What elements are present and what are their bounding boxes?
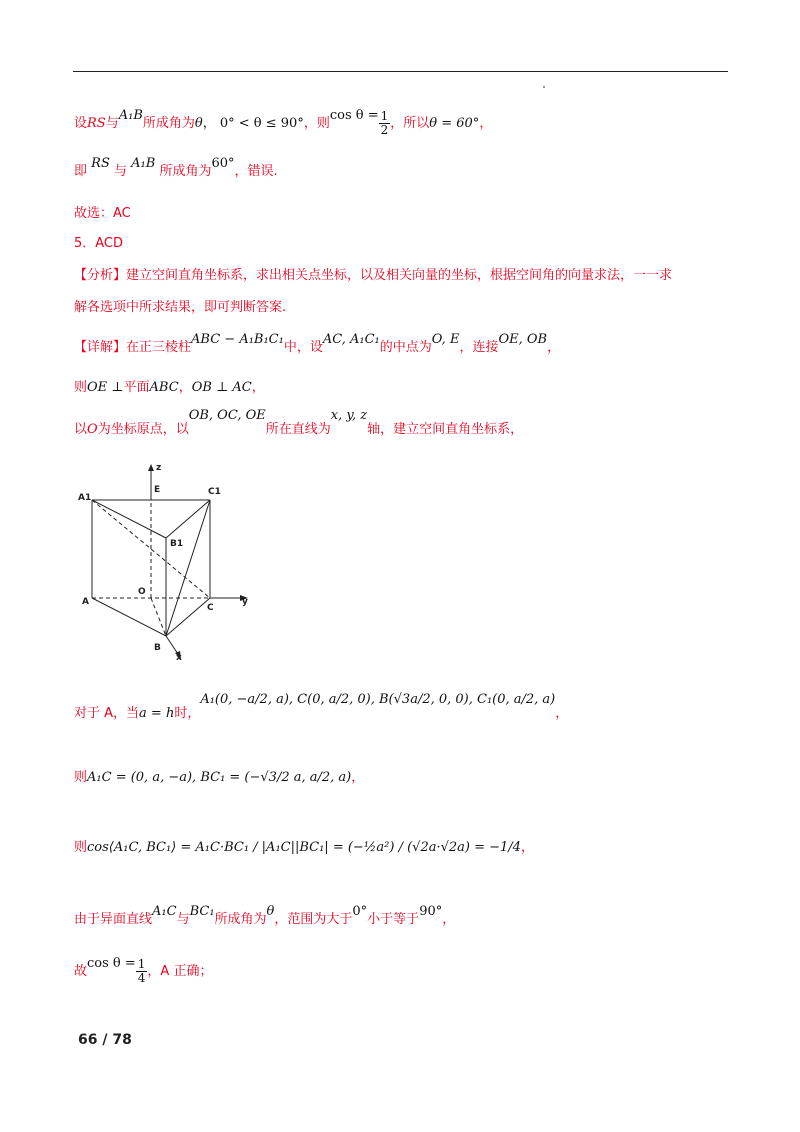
label-c1: C1: [208, 487, 221, 497]
text: 所成角为: [214, 912, 267, 927]
text: 轴，建立空间直角坐标系，: [367, 422, 524, 437]
text-line-5: [74, 264, 672, 283]
math-lines: OB, OC, OE: [188, 408, 266, 423]
text: ，则: [303, 116, 330, 131]
math-theta: θ: [266, 904, 275, 919]
text: 与: [176, 912, 190, 927]
math-a1b: A₁B: [118, 108, 143, 123]
text-line-4: 5．ACD: [74, 236, 124, 251]
math-cos: cos θ =: [87, 956, 136, 971]
fraction-one-half: [379, 110, 391, 137]
text: ，: [251, 380, 265, 395]
text: ，: [442, 912, 456, 927]
text: 由于异面直线: [74, 912, 153, 927]
text: 与: [105, 116, 119, 131]
math-coordinates: A₁(0, −a/2, a), C(0, a/2, 0), B(√3a/2, 0, 0), C₁(0, a/2, a): [200, 692, 556, 707]
bracket-label: 【分析】: [74, 268, 127, 283]
header-rule: [73, 71, 728, 72]
text: 所在直线为: [265, 422, 331, 437]
text: 对于 A，当: [74, 706, 140, 721]
label-y: y: [242, 597, 248, 607]
label-b: B: [154, 643, 161, 653]
text: 设: [74, 116, 88, 131]
text-line-1: 设RS与A₁B所成角为θ， 0° < θ ≤ 90°，则cos θ = $\frac{1}{2}$ ，所以θ = 60°，: [74, 108, 493, 137]
numerator: 1: [137, 957, 146, 971]
text: ，: [520, 840, 534, 855]
text: 时，: [174, 706, 201, 721]
math-v1: A₁C: [152, 904, 177, 919]
math: ABC: [149, 380, 179, 395]
text: 与: [114, 164, 128, 179]
label-e: E: [154, 485, 161, 495]
math-edges: AC, A₁C₁: [322, 332, 380, 347]
math-condition: a = h: [139, 706, 175, 721]
text-line-11: [74, 766, 364, 785]
label-a: A: [82, 597, 89, 607]
math-ninety: 90°: [419, 904, 443, 919]
fraction-one-quarter: [136, 958, 148, 985]
text: ，连接: [459, 340, 499, 355]
text-line-8: [74, 376, 265, 395]
math-rs: RS: [91, 156, 110, 171]
text: 则: [74, 840, 88, 855]
label-x: x: [176, 653, 182, 663]
text: 中，设: [283, 340, 323, 355]
text: 则: [74, 770, 88, 785]
math-cos: cos θ =: [329, 108, 379, 123]
text: 故: [74, 964, 88, 979]
math-prism: ABC − A₁B₁C₁: [191, 332, 284, 347]
math: OB ⊥ AC: [191, 380, 252, 395]
text: 所成角为: [159, 164, 212, 179]
text: 平面: [123, 380, 150, 395]
math-cosine-expression: cos⟨A₁C, BC₁⟩ = A₁C·BC₁ / |A₁C||BC₁| = (−½a²) / (√2a·√2a) = −1/4: [87, 840, 521, 855]
math-rs: RS: [87, 116, 106, 131]
math-result: θ = 60°: [429, 116, 480, 131]
text-line-12: [74, 836, 534, 855]
numerator: 1: [380, 109, 389, 123]
denominator: 4: [137, 971, 146, 985]
math-axes: x, y, z: [330, 408, 368, 423]
math-range: 0° < θ ≤ 90°: [219, 116, 304, 131]
label-c: C: [207, 603, 214, 613]
math-points: O, E: [431, 332, 460, 347]
text: 在正三棱柱: [126, 340, 192, 355]
label-z: z: [156, 463, 162, 473]
text-line-14: [74, 958, 212, 985]
text: ，: [479, 116, 493, 131]
text: ，: [547, 340, 561, 355]
text-line-10: [74, 692, 569, 721]
text: ，范围为大于: [274, 912, 353, 927]
text: ，: [178, 380, 192, 395]
text-line-6: 解各选项中所求结果，即可判断答案.: [74, 300, 287, 315]
label-a1: A1: [78, 493, 92, 503]
text-line-9: [74, 408, 524, 437]
math-segments: OE, OB: [498, 332, 548, 347]
text: 建立空间直角坐标系，求出相关点坐标，以及相关向量的坐标，根据空间角的向量求法，一一求: [126, 268, 673, 283]
prism-diagram: [74, 458, 264, 668]
bracket-label: 【详解】: [74, 340, 127, 355]
text: ，: [555, 706, 569, 721]
text: 即: [74, 164, 88, 179]
math: OE ⊥: [87, 380, 124, 395]
text-line-7: [74, 332, 561, 355]
math-zero: 0°: [352, 904, 368, 919]
math-v2: BC₁: [189, 904, 215, 919]
text: ，: [351, 770, 365, 785]
text: 以: [74, 422, 88, 437]
text: ，错误.: [234, 164, 278, 179]
denominator: 2: [380, 123, 389, 137]
text: ，所以: [390, 116, 430, 131]
math-vectors: A₁C = (0, a, −a), BC₁ = (−√3/2 a, a/2, a): [87, 770, 352, 785]
label-o: O: [138, 587, 146, 597]
math-theta: θ: [194, 116, 203, 131]
math-a1b: A₁B: [131, 156, 156, 171]
text-line-3: 故选：AC: [74, 206, 131, 221]
text: 的中点为: [379, 340, 432, 355]
text-line-13: [74, 904, 456, 927]
text: 所成角为: [142, 116, 195, 131]
page-indicator: 66 / 78: [78, 1032, 132, 1048]
text-line-2: [74, 156, 278, 179]
math-deg: 60°: [211, 156, 235, 171]
prism-figure: [74, 458, 264, 668]
text: 则: [74, 380, 88, 395]
text: ，A 正确；: [147, 964, 213, 979]
text: 小于等于: [367, 912, 420, 927]
label-b1: B1: [170, 539, 184, 549]
math-o: O: [87, 422, 98, 437]
decorative-dot: [543, 86, 545, 88]
text: 为坐标原点，以: [97, 422, 189, 437]
